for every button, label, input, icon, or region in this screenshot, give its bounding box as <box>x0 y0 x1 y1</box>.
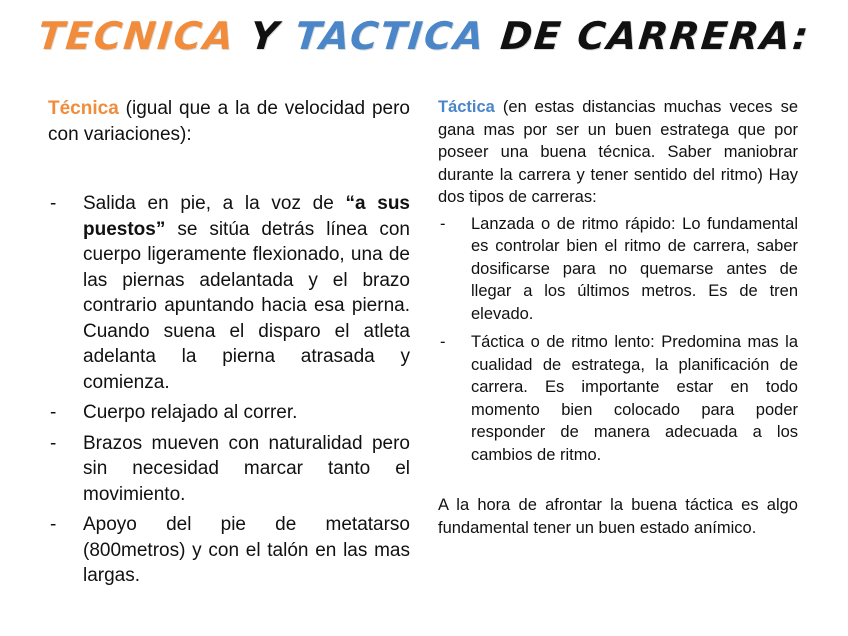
list-item <box>48 512 410 589</box>
title-word-de-carrera: DE CARRERA: <box>498 14 813 58</box>
tecnica-intro-text: (igual que a la de velocidad pero con variaciones): <box>48 98 410 145</box>
list-item <box>438 213 798 326</box>
list-item <box>48 191 410 395</box>
list-item-text: Apoyo del pie de metatarso (800metros) y con el talón en las mas largas. <box>83 514 410 586</box>
bullet-dash: - <box>50 432 57 454</box>
tactica-heading: Táctica <box>438 98 495 116</box>
tecnica-column <box>48 96 410 594</box>
list-item-text: Lanzada o de ritmo rápido: Lo fundamental es controlar bien el ritmo de carrera, saber dosificarse para no quemarse antes de llegar a los últimos metros. Es de tren elevado. <box>471 214 798 323</box>
title-word-tecnica: TECNICA <box>35 14 238 58</box>
bullet-dash: - <box>440 333 446 351</box>
list-item-text: Salida en pie, a la voz de <box>83 193 346 214</box>
title-word-y: Y <box>248 14 283 58</box>
tecnica-intro <box>48 96 410 147</box>
tactica-intro <box>438 96 798 209</box>
list-item <box>438 331 798 466</box>
tecnica-heading: Técnica <box>48 98 119 119</box>
tactica-intro-text: (en estas distancias muchas veces se gana mas por ser un buen estratega que por poseer una buena técnica. Saber maniobrar durante la carrera y tener sentido del ritmo) Hay dos tipos de carreras: <box>438 98 798 206</box>
list-item-text: se sitúa detrás línea con cuerpo ligeramente flexionado, una de las piernas adelantada y el brazo contrario apuntando hacia esa pierna. Cuando suena el disparo el atleta adelanta la pierna atrasada y comienza. <box>83 218 410 393</box>
bullet-dash: - <box>440 214 446 233</box>
list-item <box>48 400 410 426</box>
slide-title <box>0 14 848 58</box>
tactica-list <box>438 213 798 467</box>
tactica-column <box>438 96 798 539</box>
list-item <box>48 431 410 508</box>
bullet-dash: - <box>50 514 57 535</box>
list-item-bold-text: “a sus puestos” <box>83 193 410 240</box>
list-item-text: Brazos mueven con naturalidad pero sin necesidad marcar tanto el movimiento. <box>83 432 410 505</box>
tecnica-list <box>48 191 410 589</box>
list-item-text: Cuerpo relajado al correr. <box>83 402 298 423</box>
list-item-text: Táctica o de ritmo lento: Predomina mas la cualidad de estratega, la planificación de carrera. Es importante estar en todo momento bien colocado para poder responder de manera adecuada a los cambios de ritmo. <box>471 333 798 464</box>
title-word-tactica: TACTICA <box>292 14 488 58</box>
tactica-closing: A la hora de afrontar la buena táctica es algo fundamental tener un buen estado anímico. <box>438 496 798 537</box>
bullet-dash: - <box>50 402 57 423</box>
bullet-dash: - <box>50 193 57 214</box>
